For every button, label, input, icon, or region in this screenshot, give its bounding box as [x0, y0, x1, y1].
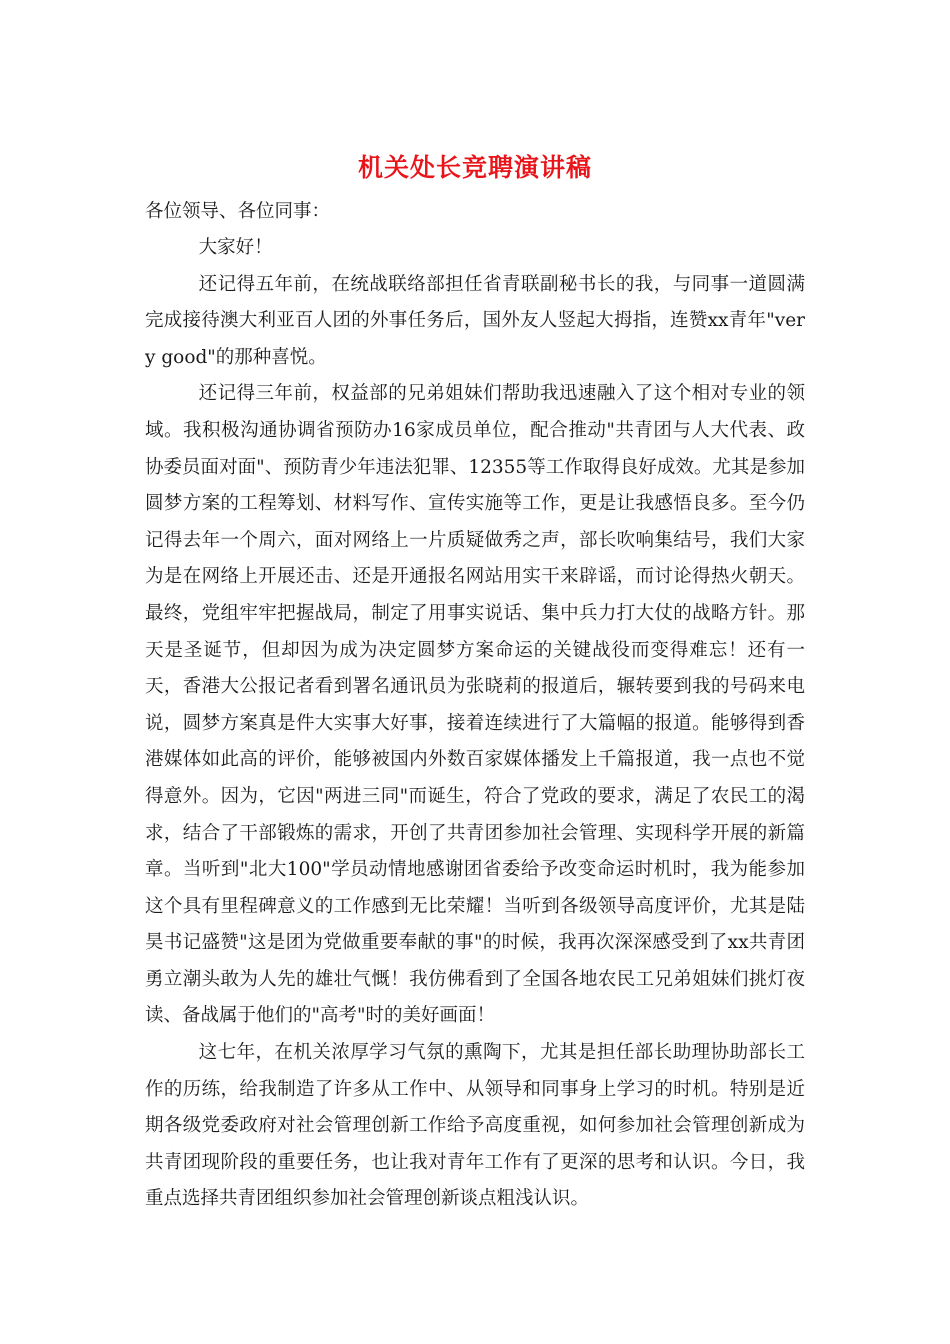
paragraph-five-years-ago: 还记得五年前，在统战联络部担任省青联副秘书长的我，与同事一道圆满完成接待澳大利亚百人团的外事任务后，国外友人竖起大拇指，连赞xx青年"very good"的那种喜悦。 [145, 273, 805, 368]
salutation: 各位领导、各位同事： [145, 201, 331, 222]
paragraph-three-years-ago: 还记得三年前，权益部的兄弟姐妹们帮助我迅速融入了这个相对专业的领域。我积极沟通协调省预防办16家成员单位，配合推动"共青团与人大代表、政协委员面对面"、预防青少年违法犯罪、12355等工作取得良好成效。尤其是参加圆梦方案的工程筹划、材料写作、宣传实施等工作，更是让我感悟良多。至今仍记得去年一个周六，面对网络上一片质疑做秀之声，部长吹响集结号，我们大家为是在网络上开展还击、还是开通报名网站用实干来辟谣，而讨论得热火朝天。最终，党组牢牢把握战局，制定了用事实说话、集中兵力打大仗的战略方针。那天是圣诞节，但却因为成为决定圆梦方案命运的关键战役而变得难忘！还有一天，香港大公报记者看到署名通讯员为张晓莉的报道后，辗转要到我的号码来电说，圆梦方案真是件大实事大好事，接着连续进行了大篇幅的报道。能够得到香港媒体如此高的评价，能够被国内外数百家媒体播发上千篇报道，我一点也不觉得意外。因为，它因"两进三同"而诞生，符合了党政的要求，满足了农民工的渴求，结合了干部锻炼的需求，开创了共青团参加社会管理、实现科学开展的新篇章。当听到"北大100"学员动情地感谢团省委给予改变命运时机时，我为能参加这个具有里程碑意义的工作感到无比荣耀！当听到各级领导高度评价，尤其是陆昊书记盛赞"这是团为党做重要奉献的事"的时候，我再次深深感受到了xx共青团勇立潮头敢为人先的雄壮气慨！我仿佛看到了全国各地农民工兄弟姐妹们挑灯夜读、备战属于他们的"高考"时的美好画面！ [145, 383, 805, 1027]
document-page [145, 150, 805, 1218]
document-title: 机关处长竞聘演讲稿 [357, 153, 592, 182]
paragraph-greeting: 大家好！ [198, 237, 273, 258]
paragraph-seven-years: 这七年，在机关浓厚学习气氛的熏陶下，尤其是担任部长助理协助部长工作的历练，给我制造了许多从工作中、从领导和同事身上学习的时机。特别是近期各级党委政府对社会管理创新工作给予高度重视，如何参加社会管理创新成为共青团现阶段的重要任务，也让我对青年工作有了更深的思考和认识。今日，我重点选择共青团组织参加社会管理创新谈点粗浅认识。 [145, 1042, 805, 1210]
